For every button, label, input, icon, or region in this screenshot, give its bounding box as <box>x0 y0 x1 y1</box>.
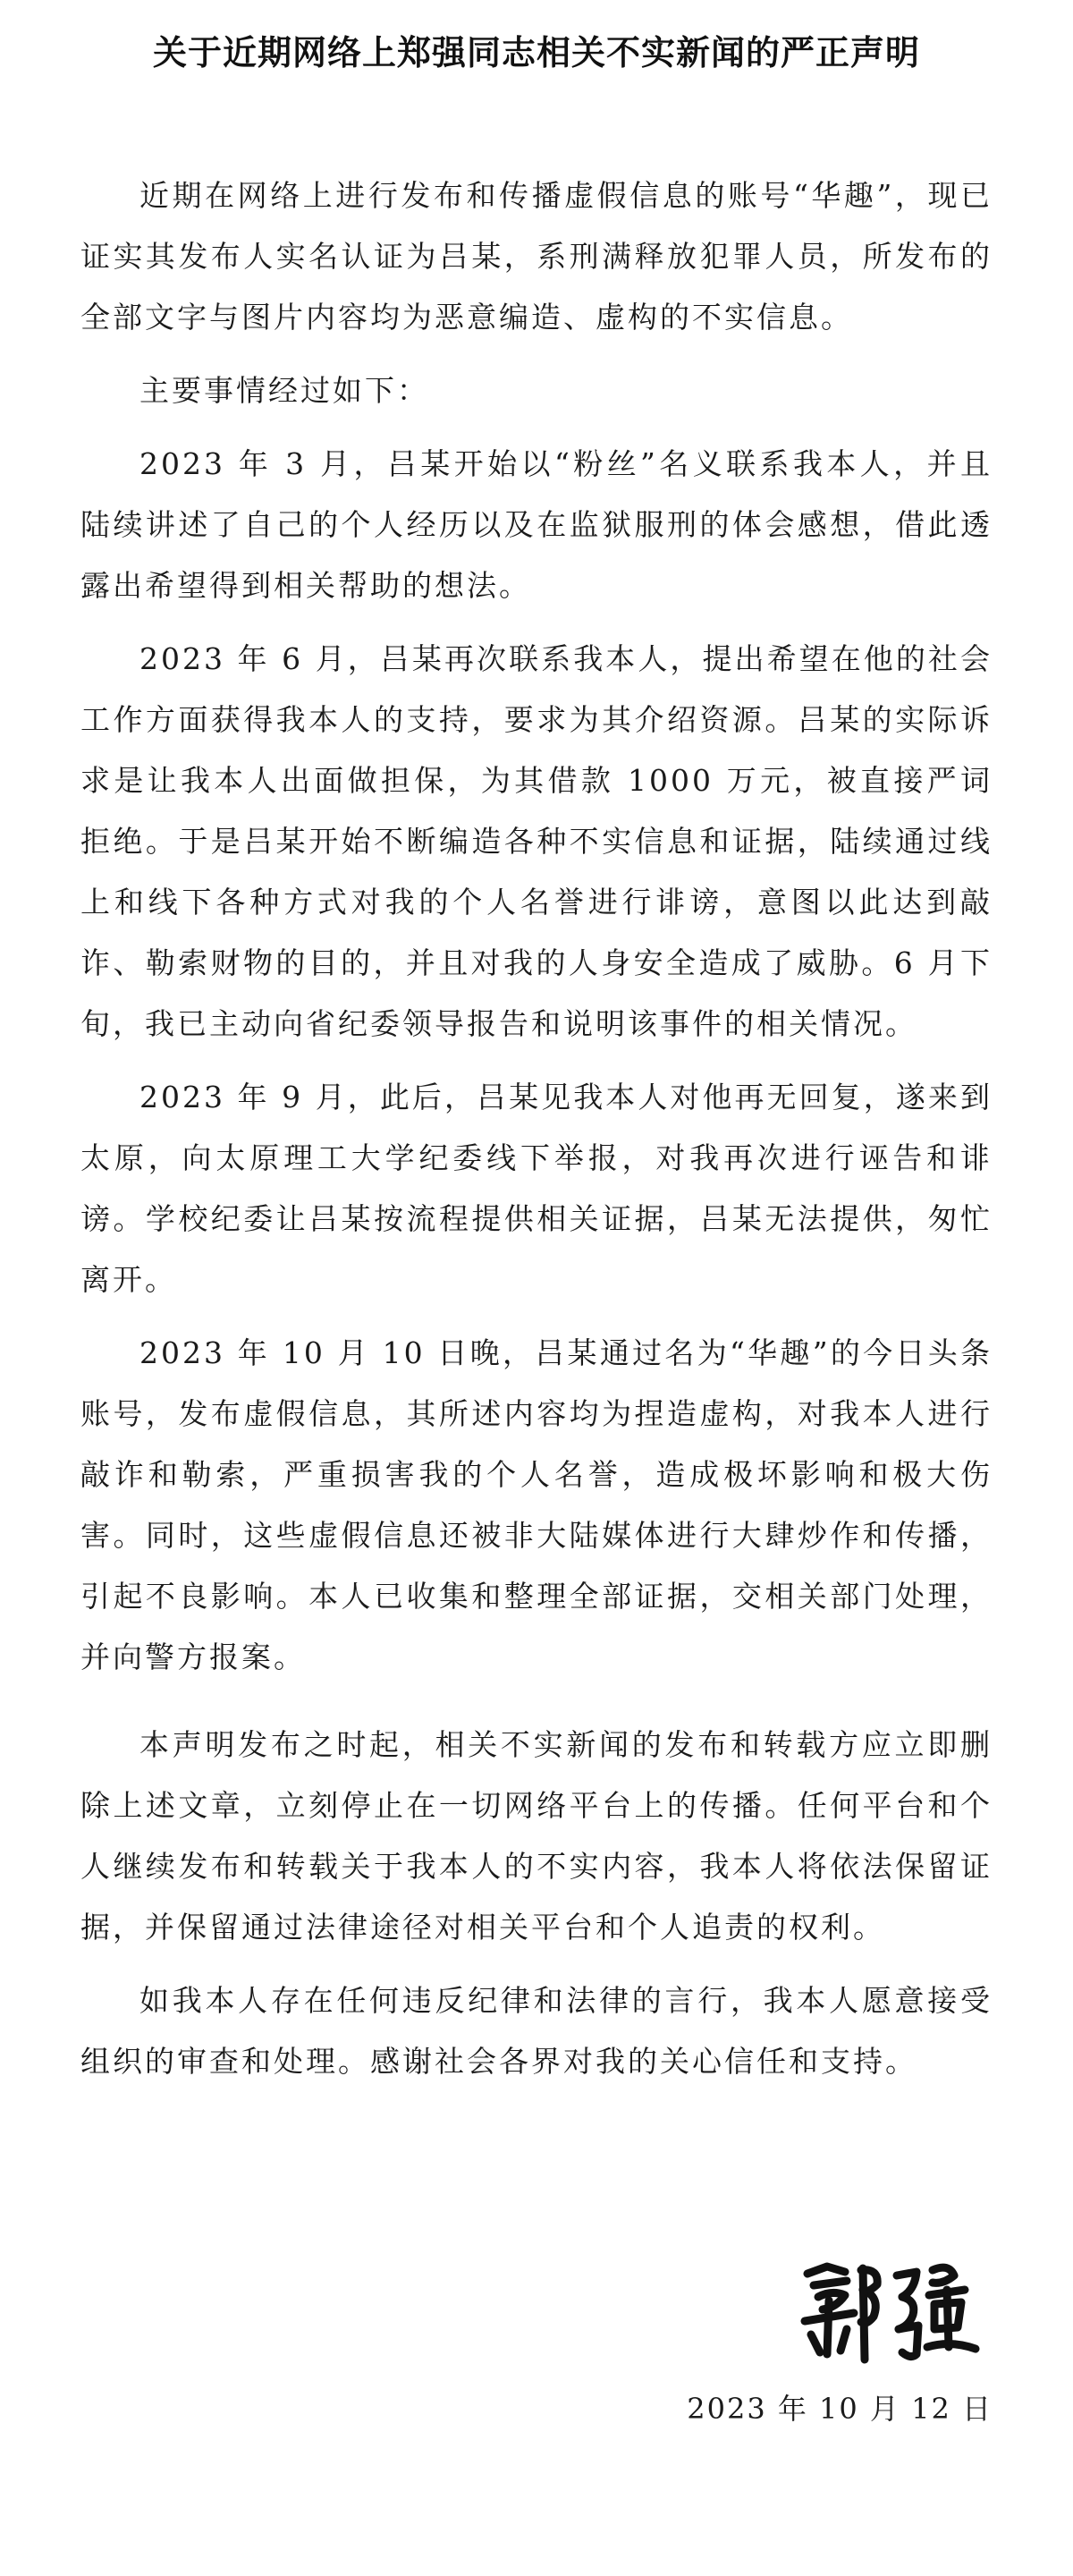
paragraph-october: 2023 年 10 月 10 日晚，吕某通过名为“华趣”的今日头条账号，发布虚假信息，其所述内容均为捏造虚构，对我本人进行敲诈和勒索，严重损害我的个人名誉，造成极坏影响和极大伤害。同时，这些虚假信息还被非大陆媒体进行大肆炒作和传播，引起不良影响。本人已收集和整理全部证据，交相关部门处理，并向警方报案。 <box>80 1335 993 1674</box>
paragraph-march: 2023 年 3 月，吕某开始以“粉丝”名义联系我本人，并且陆续讲述了自己的个人经历以及在监狱服刑的体会感想，借此透露出希望得到相关帮助的想法。 <box>80 446 993 603</box>
document-body <box>80 165 993 2105</box>
document-title: 关于近期网络上郑强同志相关不实新闻的严正声明 <box>152 33 920 72</box>
paragraph-june: 2023 年 6 月，吕某再次联系我本人，提出希望在他的社会工作方面获得我本人的支持，要求为其介绍资源。吕某的实际诉求是让我本人出面做担保，为其借款 1000 万元，被直接严词拒绝。于是吕某开始不断编造各种不实信息和证据，陆续通过线上和线下各种方式对我的个人名誉进行诽谤，意图以此达到敲诈、勒索财物的目的，并且对我的人身安全造成了威胁。6 月下旬，我已主动向省纪委领导报告和说明该事件的相关情况。 <box>80 641 993 1041</box>
paragraph-overview: 主要事情经过如下： <box>139 373 429 408</box>
document-date: 2023 年 10 月 12 日 <box>687 2392 993 2426</box>
paragraph-closing: 如我本人存在任何违反纪律和法律的言行，我本人愿意接受组织的审查和处理。感谢社会各界对我的关心信任和支持。 <box>80 1983 993 2079</box>
paragraph-september: 2023 年 9 月，此后，吕某见我本人对他再无回复，遂来到太原，向太原理工大学纪委线下举报，对我再次进行诬告和诽谤。学校纪委让吕某按流程提供相关证据，吕某无法提供，匆忙离开。 <box>80 1080 993 1297</box>
paragraph-demand: 本声明发布之时起，相关不实新闻的发布和转载方应立即删除上述文章，立刻停止在一切网络平台上的传播。任何平台和个人继续发布和转载关于我本人的不实内容，我本人将依法保留证据，并保留通过法律途径对相关平台和个人追责的权利。 <box>80 1727 993 1945</box>
handwritten-signature <box>791 2254 988 2370</box>
paragraph-intro: 近期在网络上进行发布和传播虚假信息的账号“华趣”，现已证实其发布人实名认证为吕某，系刑满释放犯罪人员，所发布的全部文字与图片内容均为恶意编造、虚构的不实信息。 <box>80 178 993 335</box>
